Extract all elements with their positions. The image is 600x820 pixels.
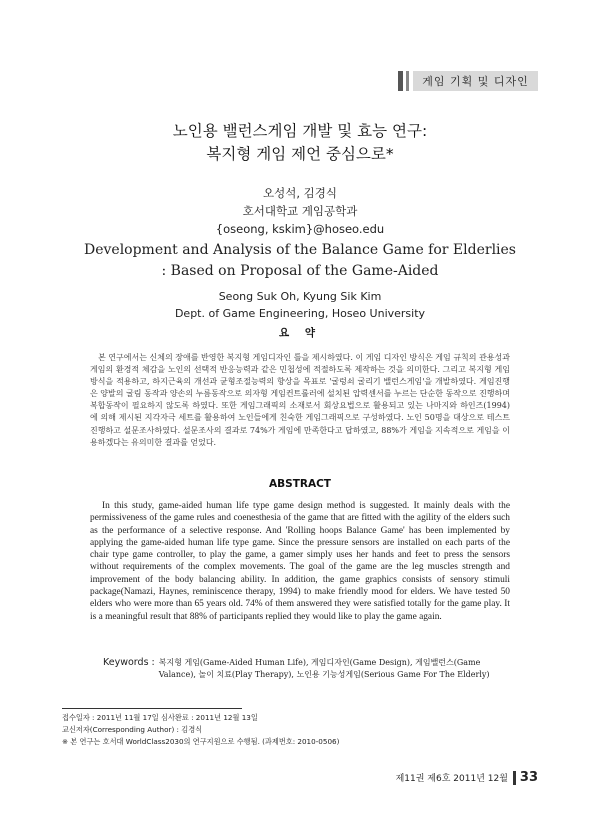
section-tag [398, 70, 538, 92]
keywords-label: Keywords : [103, 657, 155, 668]
page-number: 33 [519, 770, 538, 785]
english-title [0, 240, 600, 282]
section-tag-bar-thin [406, 71, 409, 91]
affiliation-en: Dept. of Game Engineering, Hoseo University [174, 307, 426, 320]
footnote-corresponding: 교신저자(Corresponding Author) : 김경식 [62, 725, 203, 734]
footnote-divider [62, 708, 242, 709]
author-names-en: Seong Suk Oh, Kyung Sik Kim [218, 290, 382, 303]
english-authors [0, 288, 600, 322]
english-title-line2: : Based on Proposal of the Game-Aided [161, 263, 439, 279]
section-tag-bar [398, 71, 403, 91]
english-abstract-heading: ABSTRACT [269, 478, 331, 490]
author-email: {oseong, kskim}@hoseo.edu [215, 222, 385, 236]
affiliation-ko: 호서대학교 게임공학과 [242, 204, 358, 218]
page-footer [396, 770, 538, 785]
korean-abstract-heading: 요 약 [279, 327, 321, 339]
footnote-funding: ※ 본 연구는 호서대 WorldClass2030의 연구지원으로 수행됨. (과제번호: 2010-0506) [62, 737, 340, 746]
footnotes [62, 712, 542, 748]
korean-title-line1: 노인용 밸런스게임 개발 및 효능 연구: [172, 122, 428, 140]
keywords-text: 복지형 게임(Game-Aided Human Life), 게임디자인(Game Design), 게임밸런스(Game Valance), 놀이 치료(Play Therapy), 노인용 기능성게임(Serious Game For The Elderly) [158, 658, 490, 679]
journal-issue: 제11권 제6호 2011년 12월 [395, 774, 508, 784]
author-names-ko: 오성석, 김경식 [263, 186, 337, 200]
footnote-received: 접수일자 : 2011년 11월 17일 심사완료 : 2011년 12월 13일 [62, 713, 258, 722]
korean-title [0, 120, 600, 166]
keywords [103, 657, 513, 681]
english-title-line1: Development and Analysis of the Balance Game for Elderlies [83, 242, 516, 258]
korean-abstract-text: 본 연구에서는 신체의 장애를 반영한 복지형 게임디자인 틀을 제시하였다. 이 게임 디자인 방식은 게임 규칙의 관용성과 게임의 환경적 체감을 노인의 선택적 반응능력과 같은 민첩성에 적절하도록 제작하는 것을 의미한다. 그리고 복지형 게임방식을 적용하고, 하지근육의 개선과 균형조절능력의 향상을 목표로 '굴렁쇠 굴리기 밸런스게임'을 개발하였다. 게임진행은 양발의 굴림 동작과 양손의 누름동작으로 의자형 게임컨트롤러에 설치된 압력센서를 누르는 단순한 동작으로 진행하며 복합동작이 필요하지 않도록 하였다. 또한 게임그래픽의 소재로서 회상요법으로 활용되고 있는 나마지와 하인즈(1994)에 의해 제시된 지각자극 세트를 활용하여 노인들에게 친숙한 게임그래픽으로 구성하였다. 노인 50명을 대상으로 테스트진행하고 설문조사하였다. 설문조사의 결과로 74%가 게임에 만족한다고 답하였고, 88%가 게임을 지속적으로 게임을 이용하겠다는 유의미한 결과를 얻었다. [90, 353, 510, 447]
korean-title-line2: 복지형 게임 제언 중심으로* [206, 145, 394, 163]
section-tag-label: 게임 기획 및 디자인 [413, 71, 538, 91]
korean-authors [0, 184, 600, 238]
english-abstract-text: In this study, game-aided human life type game design method is suggested. It mainly deals with the permissiveness of the game rules and coenesthesia of the game that are fitted with the agility of the elders such as the performance of a selective response. And 'Rolling hoops Balance Game' has been implemented by applying the game-aided human life type game. Since the pressure sensors are installed on each parts of the chair type game controller, to play the game, a gamer simply uses her hands and feet to press the sensors without requirements of the complex movements. The goal of the game are the leg muscles strength and improvement of the body balancing ability. In addition, the game graphics consists of sensory stimuli package(Namazi, Haynes, reminiscence therapy, 1994) to make friendly mood for elders. We have tested 50 elders who were more than 65 years old. 74% of them answered they were satisfied totally for the game play. It is a meaningful result that 88% of participants replied they would like to play the game again. [90, 501, 510, 622]
footer-separator [513, 771, 516, 785]
